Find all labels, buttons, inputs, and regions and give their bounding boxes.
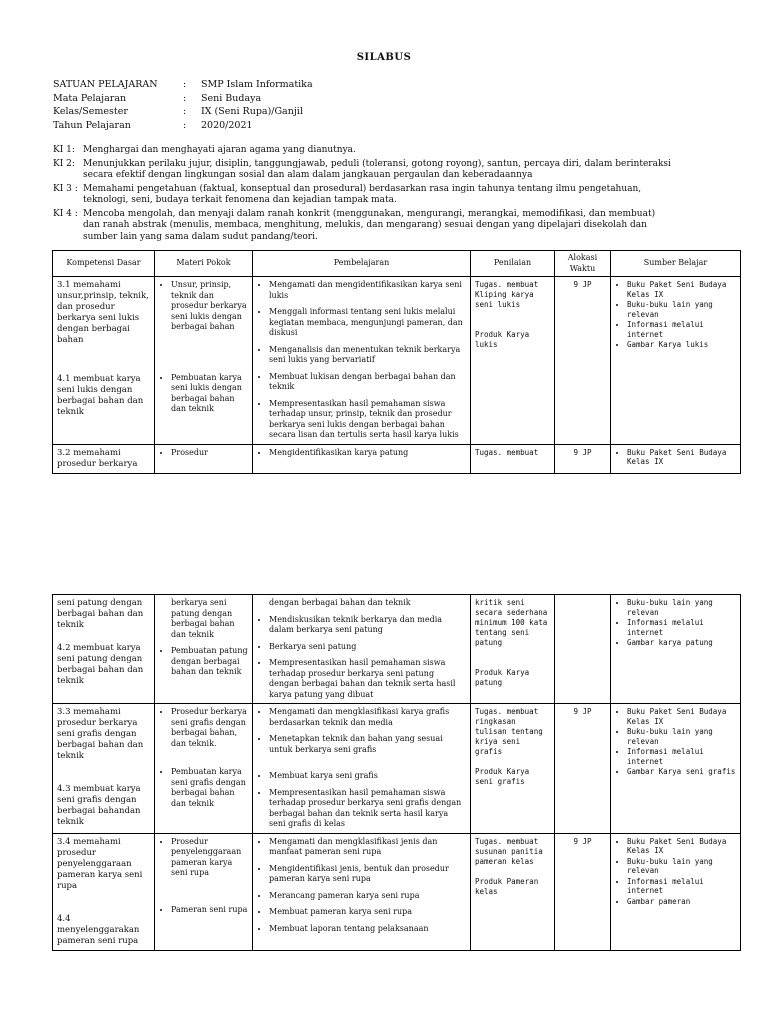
kd-text: 4.1 membuat karya seni lukis dengan berbagai bahan dan teknik [57, 374, 144, 417]
ki-item [53, 184, 673, 207]
kd-text: seni patung dengan berbagai bahan dan teknik [57, 598, 144, 630]
materi-cell [155, 704, 253, 834]
meta-colon: : [183, 79, 187, 90]
materi-item: • Pameran seni rupa [171, 905, 248, 916]
ki-item [53, 145, 673, 157]
table-header-row [53, 251, 741, 277]
kd-cell [53, 595, 155, 704]
materi-item: • Prosedur berkarya seni grafis dengan berbagai bahan, dan teknik. [171, 707, 248, 749]
materi-item: • Pembuatan patung dengan berbagai bahan dan teknik [171, 646, 248, 678]
source-item: • Buku Paket Seni Budaya Kelas IX [627, 707, 736, 726]
meta-row [53, 119, 313, 133]
assessment-product: Produk Pameran kelas [475, 876, 539, 896]
penilaian-cell: Tugas. membuat [471, 444, 555, 473]
meta-key: Mata Pelajaran [53, 92, 127, 104]
activity-item: • Mempresentasikan hasil pemahaman siswa terhadap prosedur berkarya seni patung dengan berbagai bahan dan teknik serta hasil karya patung yang dibuat [269, 658, 466, 700]
meta-key: Kelas/Semester [53, 106, 128, 117]
sumber-cell [611, 444, 741, 473]
materi-item: • Unsur, prinsip, teknik dan prosedur berkarya seni lukis dengan berbagai bahan [171, 280, 248, 333]
assessment-task: kritik seni secara sederhana minimum 100 kata tentang seni patung [475, 598, 548, 647]
activity-item: • Menganalisis dan menentukan teknik berkarya seni lukis yang bervariatif [269, 345, 466, 366]
kd-text: 3.4 memahami prosedur penyelenggaraan pameran karya seni rupa [57, 836, 143, 891]
table-row [53, 277, 741, 445]
source-item: • Buku Paket Seni Budaya Kelas IX [627, 837, 736, 856]
syllabus-table-top [52, 250, 741, 474]
source-item: • Informasi melalui internet [627, 747, 736, 766]
activity-item: • Mengidentifikasikan karya patung [269, 448, 466, 459]
meta-value: SMP Islam Informatika [201, 79, 313, 90]
penilaian-cell [471, 595, 555, 704]
materi-item: berkarya seni patung dengan berbagai bahan dan teknik [171, 598, 235, 639]
activity-item: • Mengamati dan mengklasifikasi jenis dan manfaat pameran seni rupa [269, 837, 466, 858]
kd-text: 3.1 memahami unsur,prinsip, teknik, dan prosedur berkarya seni lukis dengan berbagai bahan [57, 280, 149, 345]
activity-item: • Mengamati dan mengklasifikasi karya grafis berdasarkan teknik dan media [269, 707, 466, 728]
activity-item: • Menetapkan teknik dan bahan yang sesuai untuk berkarya seni grafis [269, 734, 466, 755]
header-materi: Materi Pokok [155, 251, 253, 277]
activity-item: • Berkarya seni patung [269, 642, 466, 653]
header-sumber: Sumber Belajar [611, 251, 741, 277]
alokasi-cell: 9 JP [555, 833, 611, 950]
header-penilaian: Penilaian [471, 251, 555, 277]
source-item: • Buku Paket Seni Budaya Kelas IX [627, 280, 736, 299]
penilaian-cell [471, 704, 555, 834]
sumber-cell [611, 277, 741, 445]
source-item: • Buku-buku lain yang relevan [627, 727, 736, 746]
activity-item: • Mempresentasikan hasil pemahaman siswa terhadap unsur, prinsip, teknik dan prosedur berkarya seni lukis dengan berbagai bahan secara lisan dan tertulis serta hasil karya lukis [269, 399, 466, 441]
meta-colon: : [183, 119, 187, 131]
materi-item: • Pembuatan karya seni lukis dengan berbagai bahan dan teknik [171, 373, 248, 415]
header-alokasi: Alokasi Waktu [555, 251, 611, 277]
source-item: • Informasi melalui internet [627, 618, 736, 637]
ki-key: KI 4 : [53, 208, 78, 219]
header-pembelajaran: Pembelajaran [253, 251, 471, 277]
source-item: • Buku Paket Seni Budaya Kelas IX [627, 448, 736, 467]
penilaian-cell [471, 277, 555, 445]
source-item: • Gambar Karya seni grafis [627, 767, 736, 777]
activity-item: • Membuat karya seni grafis [269, 771, 466, 782]
alokasi-cell: 9 JP [555, 277, 611, 445]
meta-value: IX (Seni Rupa)/Ganjil [201, 106, 303, 117]
meta-colon: : [183, 106, 187, 117]
meta-key: SATUAN PELAJARAN [53, 79, 158, 90]
materi-cell [155, 277, 253, 445]
alokasi-cell: 9 JP [555, 704, 611, 834]
ki-text: Mencoba mengolah, dan menyaji dalam ranah konkrit (menggunakan, mengurangi, merangkai, memodifikasi, dan membuat) dan ranah abstrak (menulis, membaca, menghitung, melukis, dan mengarang) sesuai dengan yang dipelajari disekolah dan sumber lain yang sama dalam sudut pandang/teori. [83, 208, 656, 242]
meta-row [53, 78, 313, 92]
meta-row [53, 105, 313, 119]
materi-cell [155, 444, 253, 473]
source-item: • Buku-buku lain yang relevan [627, 300, 736, 319]
assessment-task: Tugas. membuat Kliping karya seni lukis [475, 280, 539, 309]
activity-item: • Membuat lukisan dengan berbagai bahan dan teknik [269, 372, 466, 393]
pembelajaran-cell [253, 277, 471, 445]
source-item: • Gambar karya patung [627, 638, 736, 648]
activity-item: • Menggali informasi tentang seni lukis melalui kegiatan membaca, mengunjungi pameran, dan diskusi [269, 307, 466, 339]
assessment-product: Produk Karya seni grafis [475, 767, 530, 786]
source-item: • Buku-buku lain yang relevan [627, 598, 736, 617]
ki-item [53, 159, 673, 182]
kd-text: 4.3 membuat karya seni grafis dengan berbagai bahandan teknik [57, 784, 141, 827]
assessment-task: Tugas. membuat ringkasan tulisan tentang kriya seni grafis [475, 707, 543, 756]
ki-key: KI 3 : [53, 183, 78, 194]
materi-cell [155, 595, 253, 704]
sumber-cell [611, 704, 741, 834]
activity-item: • Mengamati dan mengidentifikasikan karya seni lukis [269, 280, 466, 301]
penilaian-cell [471, 833, 555, 950]
kd-cell [53, 704, 155, 834]
materi-item: • Prosedur penyelenggaraan pameran karya seni rupa [171, 837, 248, 879]
materi-item: • Prosedur [171, 448, 248, 459]
meta-value: 2020/2021 [201, 119, 253, 131]
activity-item: • Merancang pameran karya seni rupa [269, 891, 466, 902]
document-title: SILABUS [356, 52, 412, 63]
meta-colon: : [183, 92, 187, 104]
kd-cell [53, 833, 155, 950]
materi-item: • Pembuatan karya seni grafis dengan berbagai bahan dan teknik [171, 767, 248, 809]
source-item: • Gambar Karya lukis [627, 340, 736, 350]
core-competencies [53, 145, 673, 245]
identity-block [53, 78, 313, 132]
header-kompetensi: Kompetensi Dasar [53, 251, 155, 277]
kd-text: 4.4 menyelenggarakan pameran seni rupa [57, 913, 140, 946]
syllabus-table-continued [52, 594, 741, 951]
assessment-product: Produk Karya patung [475, 668, 530, 687]
ki-key: KI 2: [53, 158, 75, 169]
ki-text: Menghargai dan menghayati ajaran agama yang dianutnya. [83, 145, 356, 155]
source-item: • Informasi melalui internet [627, 320, 736, 339]
kd-cell [53, 277, 155, 445]
assessment-product: Produk Karya lukis [475, 330, 530, 349]
source-item: • Buku-buku lain yang relevan [627, 857, 736, 876]
sumber-cell [611, 833, 741, 950]
pembelajaran-cell [253, 704, 471, 834]
activity-item: • Mendiskusikan teknik berkarya dan media dalam berkarya seni patung [269, 615, 466, 636]
activity-item: • Membuat pameran karya seni rupa [269, 907, 466, 918]
assessment-task: Tugas. membuat susunan panitia pameran kelas [475, 836, 543, 866]
alokasi-cell: 9 JP [555, 444, 611, 473]
pembelajaran-cell [253, 833, 471, 950]
ki-key: KI 1: [53, 145, 75, 155]
activity-item: dengan berbagai bahan dan teknik [269, 598, 411, 607]
materi-cell [155, 833, 253, 950]
activity-item: • Membuat laporan tentang pelaksanaan [269, 924, 466, 935]
sumber-cell [611, 595, 741, 704]
ki-item [53, 209, 673, 244]
kd-text: 4.2 membuat karya seni patung dengan berbagai bahan dan teknik [57, 643, 144, 686]
activity-item: • Mengidentifikasi jenis, bentuk dan prosedur pameran karya seni rupa [269, 864, 466, 885]
activity-item: • Mempresentasikan hasil pemahaman siswa terhadap prosedur berkarya seni grafis dengan berbagai bahan dan teknik serta hasil karya seni grafis di kelas [269, 788, 466, 830]
alokasi-cell [555, 595, 611, 704]
table-row [53, 444, 741, 473]
kd-text: 3.3 memahami prosedur berkarya seni grafis dengan berbagai bahan dan teknik [57, 707, 144, 761]
meta-row [53, 92, 313, 106]
ki-text: Memahami pengetahuan (faktual, konseptual dan prosedural) berdasarkan rasa ingin tahunya tentang ilmu pengetahuan, teknologi, seni, budaya terkait fenomena dan kejadian tampak mata. [83, 183, 642, 205]
table-row [53, 595, 741, 704]
source-item: • Gambar pameran [627, 897, 736, 907]
pembelajaran-cell [253, 444, 471, 473]
meta-key: Tahun Pelajaran [53, 119, 131, 131]
pembelajaran-cell [253, 595, 471, 704]
ki-text: Menunjukkan perilaku jujur, disiplin, tanggungjawab, peduli (toleransi, gotong royong), santun, percaya diri, dalam berinteraksi secara efektif dengan lingkungan sosial dan alam dalam jangkauan pergaulan dan keberadaannya [83, 158, 671, 180]
meta-value: Seni Budaya [201, 92, 262, 104]
source-item: • Informasi melalui internet [627, 877, 736, 896]
kd-cell: 3.2 memahami prosedur berkarya [53, 444, 155, 473]
table-row [53, 833, 741, 950]
table-row [53, 704, 741, 834]
